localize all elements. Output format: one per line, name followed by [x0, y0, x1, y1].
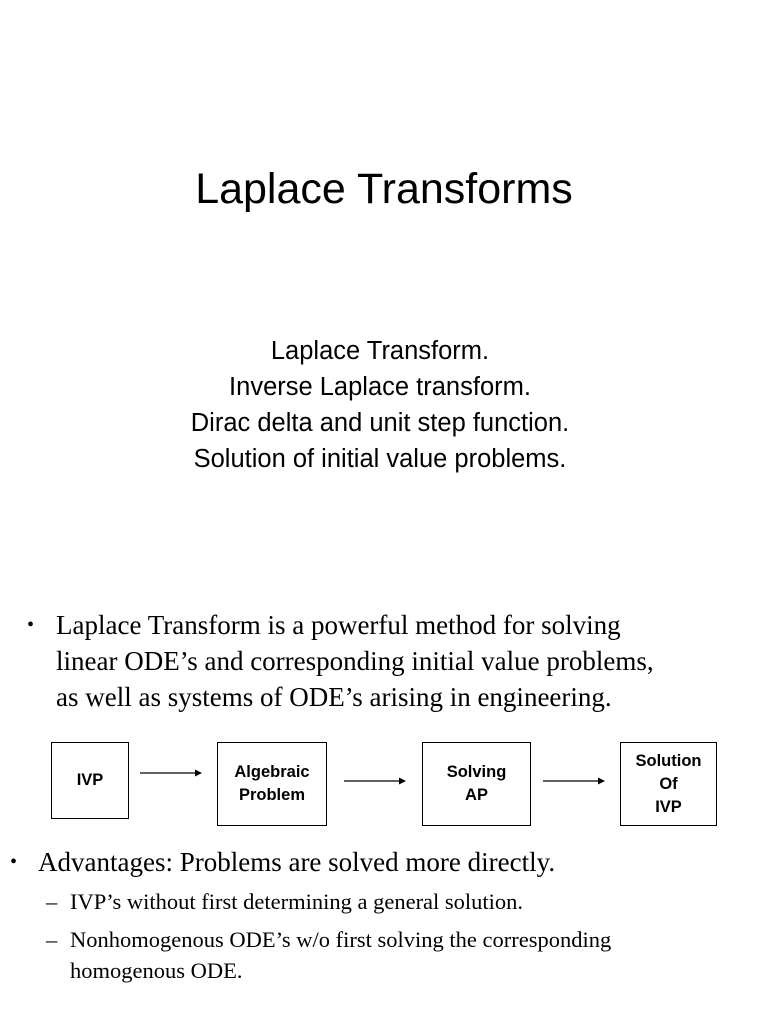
sub-bullet-line: homogenous ODE. [70, 958, 243, 983]
flow-box-label: Algebraic Problem [234, 763, 310, 804]
bullet-line: Laplace Transform is a powerful method for solving [56, 610, 621, 640]
arrow-right-icon [543, 775, 605, 787]
bullet-text: Advantages: Problems are solved more directly. [38, 847, 556, 877]
bullet-line: as well as systems of ODE’s arising in engineering. [56, 682, 612, 712]
flow-box-algebraic-problem [217, 742, 327, 826]
topic-item: Solution of initial value problems. [193, 445, 567, 473]
flow-box-solving-ap [422, 742, 531, 826]
topic-list [0, 333, 760, 477]
arrow-right-icon [140, 767, 202, 779]
sub-bullet-ivp [46, 886, 746, 917]
topic-item: Inverse Laplace transform. [229, 373, 531, 401]
bullet-laplace-description [27, 607, 757, 715]
sub-bullet-nonhomogenous [46, 924, 746, 986]
bullet-marker: • [10, 851, 18, 873]
flow-box-solution-of-ivp [620, 742, 717, 826]
sub-bullet-line: Nonhomogenous ODE’s w/o first solving the corresponding [70, 927, 612, 952]
sub-bullet-marker: – [46, 927, 58, 952]
flow-box-label: IVP [76, 771, 104, 789]
sub-bullet-marker: – [46, 889, 58, 914]
topic-item: Dirac delta and unit step function. [190, 409, 570, 437]
topic-item: Laplace Transform. [270, 337, 490, 365]
bullet-marker: • [27, 614, 35, 636]
flow-box-ivp [51, 742, 129, 819]
flow-box-label: Solving AP [446, 763, 507, 804]
sub-bullet-line: IVP’s without first determining a general solution. [70, 889, 524, 914]
bullet-line: linear ODE’s and corresponding initial value problems, [56, 646, 654, 676]
flow-box-label: Solution Of IVP [635, 751, 702, 816]
bullet-advantages [10, 843, 760, 881]
slide-title: Laplace Transforms [195, 165, 573, 213]
arrow-right-icon [344, 775, 406, 787]
